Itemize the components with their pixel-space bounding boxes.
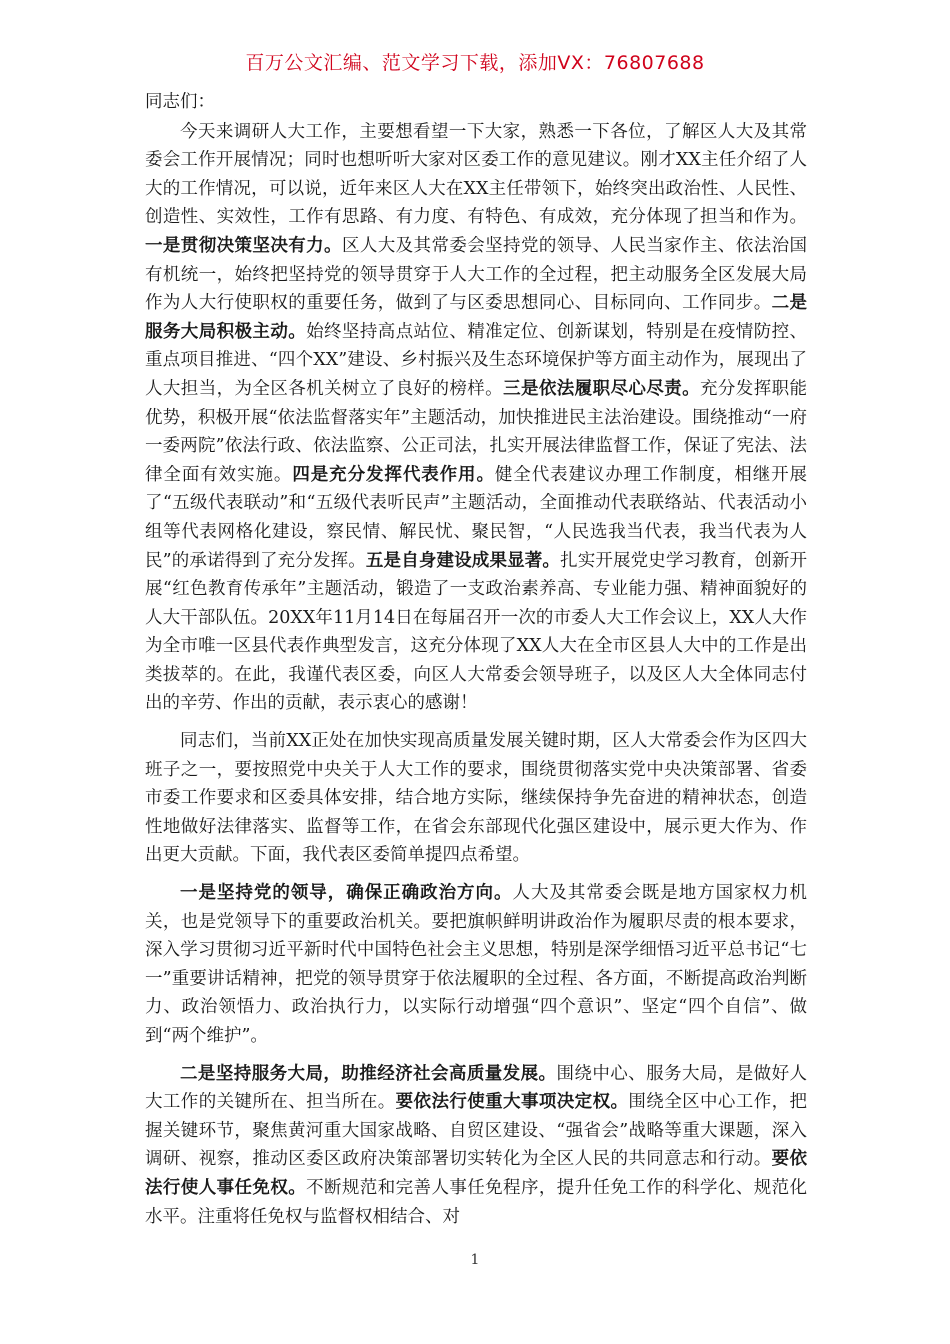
text: 围绕中心、服务大局，是做好人大工作的关键所在、担当所在。 bbox=[145, 1063, 808, 1113]
text: 始终坚持高点站位、精准定位、创新谋划，特别是在疫情防控、重点项目推进、“四个XX”建设、乡村振兴及生态环境保护等方面主动作为，展现出了人大担当，为全区各机关树立了良好的榜样。 bbox=[145, 321, 807, 399]
text: 区人大及其常委会坚持党的领导、人民当家作主、依法治国有机统一，始终把坚持党的领导贯穿于人大工作的全过程，把主动服务全区发展大局作为人大行使职权的重要任务，做到了与区委思想同心、目标同向、工作同步。 bbox=[145, 235, 808, 314]
text: 围绕全区中心工作，把握关键环节，聚焦黄河重大国家战略、自贸区建设、“强省会”战略等重大课题，深入调研、视察，推动区委区政府决策部署切实转化为全区人民的共同意志和行动。 bbox=[145, 1092, 808, 1170]
paragraph-1 bbox=[145, 118, 807, 718]
bold-heading: 一是贯彻决策坚决有力。 bbox=[145, 235, 342, 256]
paragraph-4 bbox=[145, 1060, 807, 1232]
text: 今天来调研人大工作，主要想看望一下大家，熟悉一下各位，了解区人大及其常委会工作开展情况；同时也想听听大家对区委工作的意见建议。刚才XX主任介绍了人大的工作情况，可以说，近年来区人大在XX主任带领下，始终突出政治性、人民性、创造性、实效性，工作有思路、有力度、有特色、有成效，充分体现了担当和作为。 bbox=[145, 121, 807, 228]
bold-heading: 五是自身建设成果显著。 bbox=[365, 550, 561, 571]
bold-heading: 二是服务大局积极主动。 bbox=[145, 293, 808, 342]
salutation: 同志们： bbox=[145, 92, 215, 112]
text: 健全代表建议办理工作制度，相继开展了“五级代表联动”和“五级代表听民声”主题活动，全面推动代表联络站、代表活动小组等代表网格化建设，察民情、解民忧、聚民智，“人民选我当代表，我当代表为人民”的承诺得到了充分发挥。 bbox=[145, 464, 808, 571]
bold-heading: 四是充分发挥代表作用。 bbox=[292, 464, 495, 485]
document-body bbox=[145, 88, 807, 1240]
text: 人大及其常委会既是地方国家权力机关，也是党领导下的重要政治机关。要把旗帜鲜明讲政治作为履职尽责的根本要求，深入学习贯彻习近平新时代中国特色社会主义思想，特别是深学细悟习近平总书记“七一”重要讲话精神，把党的领导贯穿于依法履职的全过程、各方面，不断提高政治判断力、政治领悟力、政治执行力，以实际行动增强“四个意识”、坚定“四个自信”、做到“两个维护”。 bbox=[145, 883, 808, 1046]
paragraph-3 bbox=[145, 879, 807, 1051]
text: 扎实开展党史学习教育，创新开展“红色教育传承年”主题活动，锻造了一支政治素养高、专业能力强、精神面貌好的人大干部队伍。20XX年11月14日在每届召开一次的市委人大工作会议上，XX人大作为全市唯一区县代表作典型发言，这充分体现了XX人大在全市区县人大中的工作是出类拔萃的。在此，我谨代表区委，向区人大常委会领导班子，以及区人大全体同志付出的辛劳、作出的贡献，表示衷心的感谢！ bbox=[145, 550, 808, 714]
bold-heading: 三是依法履职尽心尽责。 bbox=[503, 378, 700, 399]
bold-heading: 二是坚持服务大局，助推经济社会高质量发展。 bbox=[180, 1063, 557, 1084]
text: 充分发挥职能优势，积极开展“依法监督落实年”主题活动，加快推进民主法治建设。围绕推动“一府一委两院”依法行政、依法监察、公正司法，扎实开展法律监督工作，保证了宪法、法律全面有效实施。 bbox=[145, 378, 808, 485]
paragraph-2: 同志们，当前XX正处在加快实现高质量发展关键时期，区人大常委会作为区四大班子之一，要按照党中央关于人大工作的要求，围绕贯彻落实党中央决策部署、省委市委工作要求和区委具体安排，结合地方实际，继续保持争先奋进的精神状态，创造性地做好法律落实、监督等工作，在省会东部现代化强区建设中，展示更大作为、作出更大贡献。下面，我代表区委简单提四点希望。 bbox=[145, 731, 807, 866]
bold-heading: 要依法行使重大事项决定权。 bbox=[395, 1092, 629, 1113]
bold-heading: 要依法行使人事任免权。 bbox=[145, 1149, 808, 1198]
bold-heading: 一是坚持党的领导，确保正确政治方向。 bbox=[180, 883, 513, 904]
watermark-banner: 百万公文汇编、范文学习下载，添加VX：76807688 bbox=[245, 52, 705, 74]
page-number: 1 bbox=[470, 1252, 480, 1268]
text: 不断规范和完善人事任免程序，提升任免工作的科学化、规范化水平。注重将任免权与监督权相结合、对 bbox=[145, 1177, 807, 1227]
